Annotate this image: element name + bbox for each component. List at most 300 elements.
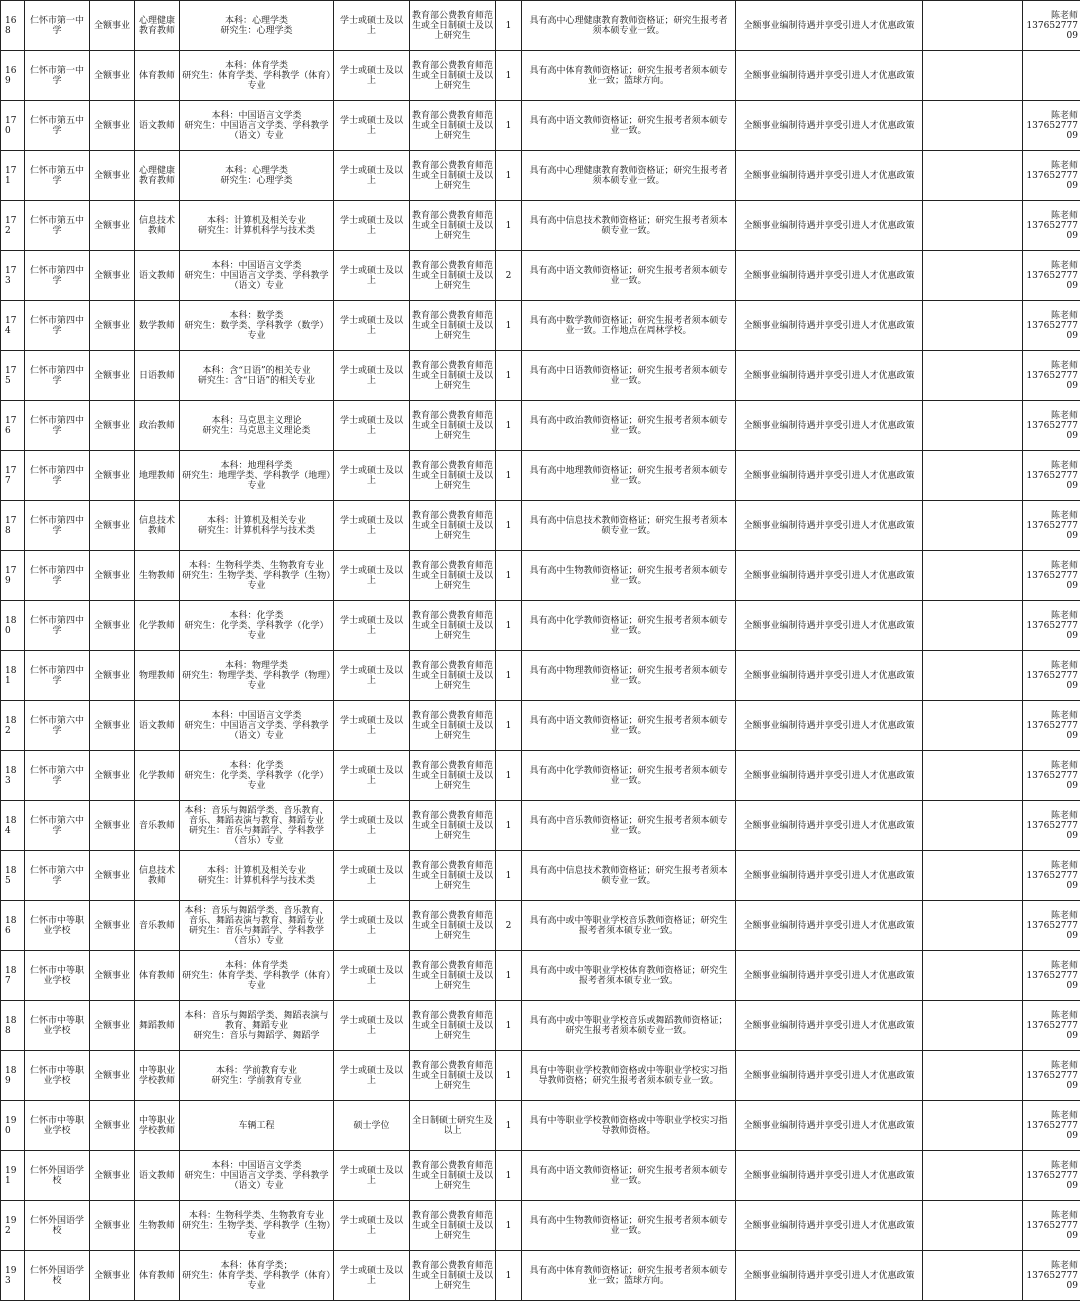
cell-degree: 学士或硕士及以上 [334,451,410,501]
cell-post: 日语教师 [135,351,180,401]
cell-contact: 陈老师 13765277709 [1023,651,1080,701]
cell-number: 172 [1,201,25,251]
cell-policy: 全额事业编制待遇并享受引进人才优惠政策 [736,1201,923,1251]
cell-nature: 全额事业 [90,1151,135,1201]
table-row [1,751,1080,801]
cell-number: 183 [1,751,25,801]
cell-count: 1 [496,951,522,1001]
cell-degree: 学士或硕士及以上 [334,51,410,101]
cell-education: 教育部公费教育师范生或全日制硕士及以上研究生 [410,1251,496,1301]
cell-note [923,1101,1023,1151]
cell-requirements: 具有高中日语教师资格证；研究生报考者须本硕专业一致。 [522,351,736,401]
cell-number: 184 [1,801,25,851]
cell-contact: 陈老师 13765277709 [1023,851,1080,901]
cell-note [923,951,1023,1001]
cell-major: 本科：含“日语”的相关专业 研究生：含“日语”的相关专业 [180,351,334,401]
cell-note [923,651,1023,701]
cell-degree: 学士或硕士及以上 [334,601,410,651]
cell-number: 178 [1,501,25,551]
cell-degree: 学士或硕士及以上 [334,1151,410,1201]
cell-education: 全日制硕士研究生及以上 [410,1101,496,1151]
cell-note [923,751,1023,801]
cell-contact: 陈老师 13765277709 [1023,551,1080,601]
cell-contact: 陈老师 13765277709 [1023,101,1080,151]
cell-education: 教育部公费教育师范生或全日制硕士及以上研究生 [410,651,496,701]
cell-contact: 陈老师 13765277709 [1023,301,1080,351]
cell-note [923,1,1023,51]
cell-number: 185 [1,851,25,901]
cell-note [923,301,1023,351]
cell-major: 本科：生物科学类、生物教育专业 研究生：生物学类、学科教学（生物）专业 [180,1201,334,1251]
cell-count: 2 [496,901,522,951]
cell-nature: 全额事业 [90,701,135,751]
cell-number: 188 [1,1001,25,1051]
cell-unit: 仁怀市第一中学 [25,51,90,101]
cell-unit: 仁怀市第六中学 [25,751,90,801]
cell-contact: 陈老师 13765277709 [1023,1201,1080,1251]
cell-post: 地理教师 [135,451,180,501]
cell-policy: 全额事业编制待遇并享受引进人才优惠政策 [736,1151,923,1201]
cell-requirements: 具有高中语文教师资格证；研究生报考者须本硕专业一致。 [522,1151,736,1201]
cell-unit: 仁怀市第五中学 [25,101,90,151]
cell-degree: 学士或硕士及以上 [334,401,410,451]
cell-unit: 仁怀市中等职业学校 [25,1051,90,1101]
cell-post: 体育教师 [135,951,180,1001]
cell-note [923,1051,1023,1101]
cell-education: 教育部公费教育师范生或全日制硕士及以上研究生 [410,851,496,901]
cell-major: 本科：音乐与舞蹈学类、舞蹈表演与教育、舞蹈专业 研究生：音乐与舞蹈学、舞蹈学 [180,1001,334,1051]
cell-major: 车辆工程 [180,1101,334,1151]
cell-note [923,801,1023,851]
cell-nature: 全额事业 [90,51,135,101]
cell-count: 1 [496,1151,522,1201]
table-row [1,851,1080,901]
cell-post: 语文教师 [135,1151,180,1201]
cell-number: 169 [1,51,25,101]
cell-contact: 陈老师 13765277709 [1023,201,1080,251]
cell-post: 心理健康教育教师 [135,1,180,51]
cell-number: 170 [1,101,25,151]
cell-unit: 仁怀市第四中学 [25,501,90,551]
cell-note [923,251,1023,301]
cell-requirements: 具有高中或中等职业学校体育教师资格证；研究生报考者须本硕专业一致。 [522,951,736,1001]
cell-note [923,701,1023,751]
cell-major: 本科：心理学类 研究生：心理学类 [180,151,334,201]
cell-nature: 全额事业 [90,451,135,501]
cell-requirements: 具有高中语文教师资格证；研究生报考者须本硕专业一致。 [522,101,736,151]
cell-post: 心理健康教育教师 [135,151,180,201]
cell-major: 本科：物理学类 研究生：物理学类、学科教学（物理）专业 [180,651,334,701]
cell-education: 教育部公费教育师范生或全日制硕士及以上研究生 [410,501,496,551]
cell-degree: 硕士学位 [334,1101,410,1151]
cell-education: 教育部公费教育师范生或全日制硕士及以上研究生 [410,1201,496,1251]
cell-major: 本科：地理科学类 研究生：地理学类、学科教学（地理）专业 [180,451,334,501]
cell-degree: 学士或硕士及以上 [334,251,410,301]
cell-policy: 全额事业编制待遇并享受引进人才优惠政策 [736,801,923,851]
cell-note [923,201,1023,251]
cell-policy: 全额事业编制待遇并享受引进人才优惠政策 [736,51,923,101]
cell-contact: 陈老师 13765277709 [1023,251,1080,301]
cell-degree: 学士或硕士及以上 [334,551,410,601]
cell-policy: 全额事业编制待遇并享受引进人才优惠政策 [736,201,923,251]
cell-unit: 仁怀市第四中学 [25,351,90,401]
cell-education: 教育部公费教育师范生或全日制硕士及以上研究生 [410,301,496,351]
cell-unit: 仁怀市中等职业学校 [25,1001,90,1051]
cell-nature: 全额事业 [90,1101,135,1151]
cell-note [923,901,1023,951]
cell-number: 176 [1,401,25,451]
cell-nature: 全额事业 [90,851,135,901]
cell-policy: 全额事业编制待遇并享受引进人才优惠政策 [736,551,923,601]
cell-count: 1 [496,1051,522,1101]
cell-policy: 全额事业编制待遇并享受引进人才优惠政策 [736,351,923,401]
cell-count: 1 [496,301,522,351]
cell-number: 171 [1,151,25,201]
cell-unit: 仁怀市第四中学 [25,451,90,501]
cell-requirements: 具有高中数学教师资格证；研究生报考者须本硕专业一致。工作地点在周林学校。 [522,301,736,351]
cell-contact: 陈老师 13765277709 [1023,401,1080,451]
table-row [1,51,1080,101]
cell-contact: 陈老师 13765277709 [1023,1101,1080,1151]
cell-policy: 全额事业编制待遇并享受引进人才优惠政策 [736,401,923,451]
cell-number: 193 [1,1251,25,1301]
cell-note [923,501,1023,551]
cell-degree: 学士或硕士及以上 [334,301,410,351]
cell-note [923,401,1023,451]
cell-post: 语文教师 [135,251,180,301]
cell-education: 教育部公费教育师范生或全日制硕士及以上研究生 [410,751,496,801]
cell-unit: 仁怀市第四中学 [25,401,90,451]
cell-nature: 全额事业 [90,751,135,801]
cell-policy: 全额事业编制待遇并享受引进人才优惠政策 [736,101,923,151]
cell-contact: 陈老师 13765277709 [1023,701,1080,751]
cell-count: 1 [496,351,522,401]
cell-education: 教育部公费教育师范生或全日制硕士及以上研究生 [410,251,496,301]
cell-nature: 全额事业 [90,1251,135,1301]
cell-major: 本科：化学类 研究生：化学类、学科教学（化学）专业 [180,751,334,801]
cell-count: 1 [496,601,522,651]
cell-count: 1 [496,1001,522,1051]
cell-number: 191 [1,1151,25,1201]
cell-degree: 学士或硕士及以上 [334,651,410,701]
cell-degree: 学士或硕士及以上 [334,151,410,201]
cell-requirements: 具有高中音乐教师资格证；研究生报考者须本硕专业一致。 [522,801,736,851]
cell-policy: 全额事业编制待遇并享受引进人才优惠政策 [736,701,923,751]
cell-post: 政治教师 [135,401,180,451]
cell-contact: 陈老师 13765277709 [1023,601,1080,651]
cell-major: 本科：中国语言文学类 研究生：中国语言文学类、学科教学（语文）专业 [180,251,334,301]
cell-contact: 陈老师 13765277709 [1023,801,1080,851]
cell-count: 1 [496,801,522,851]
cell-degree: 学士或硕士及以上 [334,851,410,901]
cell-note [923,351,1023,401]
cell-degree: 学士或硕士及以上 [334,1001,410,1051]
cell-education: 教育部公费教育师范生或全日制硕士及以上研究生 [410,451,496,501]
cell-post: 语文教师 [135,101,180,151]
table-body [1,1,1080,1301]
cell-count: 1 [496,751,522,801]
cell-contact: 陈老师 13765277709 [1023,1001,1080,1051]
cell-count: 1 [496,401,522,451]
cell-count: 1 [496,151,522,201]
cell-major: 本科：体育学类； 研究生：体育学类、学科教学（体育）专业 [180,1251,334,1301]
cell-degree: 学士或硕士及以上 [334,501,410,551]
cell-requirements: 具有高中政治教师资格证；研究生报考者须本硕专业一致。 [522,401,736,451]
cell-post: 语文教师 [135,701,180,751]
cell-education: 教育部公费教育师范生或全日制硕士及以上研究生 [410,801,496,851]
cell-major: 本科：马克思主义理论 研究生：马克思主义理论类 [180,401,334,451]
cell-policy: 全额事业编制待遇并享受引进人才优惠政策 [736,301,923,351]
cell-policy: 全额事业编制待遇并享受引进人才优惠政策 [736,1051,923,1101]
cell-note [923,151,1023,201]
cell-education: 教育部公费教育师范生或全日制硕士及以上研究生 [410,601,496,651]
table-row [1,1051,1080,1101]
cell-degree: 学士或硕士及以上 [334,101,410,151]
cell-unit: 仁怀市中等职业学校 [25,1101,90,1151]
cell-education: 教育部公费教育师范生或全日制硕士及以上研究生 [410,1,496,51]
cell-unit: 仁怀市中等职业学校 [25,951,90,1001]
cell-degree: 学士或硕士及以上 [334,1,410,51]
cell-requirements: 具有高中或中等职业学校音乐或舞蹈教师资格证；研究生报考者须本硕专业一致。 [522,1001,736,1051]
cell-unit: 仁怀市第四中学 [25,251,90,301]
cell-degree: 学士或硕士及以上 [334,901,410,951]
cell-degree: 学士或硕士及以上 [334,201,410,251]
cell-note [923,551,1023,601]
cell-post: 信息技术教师 [135,851,180,901]
cell-unit: 仁怀市第五中学 [25,151,90,201]
cell-unit: 仁怀市第四中学 [25,601,90,651]
cell-unit: 仁怀市第四中学 [25,301,90,351]
cell-nature: 全额事业 [90,151,135,201]
cell-number: 168 [1,1,25,51]
cell-major: 本科：中国语言文学类 研究生：中国语言文学类、学科教学（语文）专业 [180,701,334,751]
cell-number: 174 [1,301,25,351]
cell-policy: 全额事业编制待遇并享受引进人才优惠政策 [736,1001,923,1051]
cell-note [923,601,1023,651]
cell-unit: 仁怀市第一中学 [25,1,90,51]
cell-education: 教育部公费教育师范生或全日制硕士及以上研究生 [410,551,496,601]
cell-contact: 陈老师 13765277709 [1023,1251,1080,1301]
cell-count: 1 [496,1201,522,1251]
cell-education: 教育部公费教育师范生或全日制硕士及以上研究生 [410,351,496,401]
cell-requirements: 具有高中语文教师资格证；研究生报考者须本硕专业一致。 [522,251,736,301]
cell-major: 本科：音乐与舞蹈学类、音乐教育、音乐、舞蹈表演与教育、舞蹈专业 研究生：音乐与舞蹈学、学科教学（音乐）专业 [180,901,334,951]
table-row [1,1251,1080,1301]
cell-major: 本科：心理学类 研究生：心理学类 [180,1,334,51]
cell-nature: 全额事业 [90,401,135,451]
cell-number: 186 [1,901,25,951]
cell-degree: 学士或硕士及以上 [334,801,410,851]
cell-policy: 全额事业编制待遇并享受引进人才优惠政策 [736,501,923,551]
cell-nature: 全额事业 [90,1001,135,1051]
table-row [1,1151,1080,1201]
cell-post: 中等职业学校教师 [135,1101,180,1151]
cell-education: 教育部公费教育师范生或全日制硕士及以上研究生 [410,1001,496,1051]
cell-requirements: 具有高中心理健康教育教师资格证；研究生报考者须本硕专业一致。 [522,1,736,51]
cell-nature: 全额事业 [90,301,135,351]
cell-requirements: 具有高中或中等职业学校音乐教师资格证；研究生报考者须本硕专业一致。 [522,901,736,951]
cell-policy: 全额事业编制待遇并享受引进人才优惠政策 [736,651,923,701]
cell-count: 1 [496,1251,522,1301]
cell-count: 1 [496,501,522,551]
cell-post: 音乐教师 [135,801,180,851]
cell-unit: 仁怀外国语学校 [25,1201,90,1251]
cell-nature: 全额事业 [90,1,135,51]
cell-requirements: 具有高中心理健康教育教师资格证；研究生报考者须本硕专业一致。 [522,151,736,201]
cell-count: 1 [496,851,522,901]
cell-number: 190 [1,1101,25,1151]
cell-education: 教育部公费教育师范生或全日制硕士及以上研究生 [410,1051,496,1101]
cell-policy: 全额事业编制待遇并享受引进人才优惠政策 [736,151,923,201]
cell-major: 本科：中国语言文学类 研究生：中国语言文学类、学科教学（语文）专业 [180,101,334,151]
cell-education: 教育部公费教育师范生或全日制硕士及以上研究生 [410,701,496,751]
table-row [1,251,1080,301]
cell-count: 1 [496,51,522,101]
cell-nature: 全额事业 [90,951,135,1001]
cell-contact: 陈老师 13765277709 [1023,901,1080,951]
cell-policy: 全额事业编制待遇并享受引进人才优惠政策 [736,901,923,951]
cell-post: 信息技术教师 [135,201,180,251]
cell-requirements: 具有高中地理教师资格证；研究生报考者须本硕专业一致。 [522,451,736,501]
cell-education: 教育部公费教育师范生或全日制硕士及以上研究生 [410,901,496,951]
cell-note [923,451,1023,501]
cell-number: 177 [1,451,25,501]
cell-count: 1 [496,101,522,151]
cell-policy: 全额事业编制待遇并享受引进人才优惠政策 [736,1101,923,1151]
cell-post: 化学教师 [135,751,180,801]
table-row [1,501,1080,551]
cell-requirements: 具有高中信息技术教师资格证；研究生报考者须本硕专业一致。 [522,851,736,901]
cell-note [923,51,1023,101]
cell-note [923,1251,1023,1301]
cell-requirements: 具有中等职业学校教师资格或中等职业学校实习指导教师资格。 [522,1101,736,1151]
table-row [1,201,1080,251]
cell-unit: 仁怀外国语学校 [25,1151,90,1201]
cell-major: 本科：中国语言文学类 研究生：中国语言文学类、学科教学（语文）专业 [180,1151,334,1201]
cell-note [923,1151,1023,1201]
cell-requirements: 具有高中信息技术教师资格证；研究生报考者须本硕专业一致。 [522,201,736,251]
cell-contact: 陈老师 13765277709 [1023,951,1080,1001]
cell-policy: 全额事业编制待遇并享受引进人才优惠政策 [736,951,923,1001]
cell-major: 本科：体育学类 研究生：体育学类、学科教学（体育）专业 [180,51,334,101]
table-row [1,401,1080,451]
cell-count: 1 [496,651,522,701]
cell-requirements: 具有中等职业学校教师资格或中等职业学校实习指导教师资格；研究生报考者须本硕专业一致。 [522,1051,736,1101]
cell-number: 187 [1,951,25,1001]
cell-degree: 学士或硕士及以上 [334,1201,410,1251]
cell-nature: 全额事业 [90,1201,135,1251]
cell-contact: 陈老师 13765277709 [1023,1,1080,51]
cell-education: 教育部公费教育师范生或全日制硕士及以上研究生 [410,101,496,151]
table-row [1,101,1080,151]
cell-number: 173 [1,251,25,301]
cell-count: 1 [496,551,522,601]
cell-contact: 陈老师 13765277709 [1023,151,1080,201]
cell-number: 179 [1,551,25,601]
cell-policy: 全额事业编制待遇并享受引进人才优惠政策 [736,251,923,301]
table-row [1,1,1080,51]
cell-count: 2 [496,251,522,301]
cell-degree: 学士或硕士及以上 [334,951,410,1001]
cell-nature: 全额事业 [90,351,135,401]
cell-requirements: 具有高中化学教师资格证；研究生报考者须本硕专业一致。 [522,751,736,801]
cell-contact: 陈老师 13765277709 [1023,751,1080,801]
cell-unit: 仁怀市第六中学 [25,701,90,751]
cell-post: 物理教师 [135,651,180,701]
cell-count: 1 [496,1,522,51]
cell-policy: 全额事业编制待遇并享受引进人才优惠政策 [736,751,923,801]
table-row [1,651,1080,701]
table-row [1,701,1080,751]
table-row [1,151,1080,201]
cell-requirements: 具有高中体育教师资格证；研究生报考者须本硕专业一致；篮球方向。 [522,1251,736,1301]
cell-requirements: 具有高中语文教师资格证；研究生报考者须本硕专业一致。 [522,701,736,751]
cell-post: 中等职业学校教师 [135,1051,180,1101]
cell-nature: 全额事业 [90,101,135,151]
cell-nature: 全额事业 [90,651,135,701]
table-row [1,1201,1080,1251]
cell-unit: 仁怀市第五中学 [25,201,90,251]
cell-note [923,1201,1023,1251]
table-row [1,551,1080,601]
cell-requirements: 具有高中信息技术教师资格证；研究生报考者须本硕专业一致。 [522,501,736,551]
cell-count: 1 [496,451,522,501]
cell-number: 189 [1,1051,25,1101]
cell-contact [1023,51,1080,101]
cell-post: 信息技术教师 [135,501,180,551]
cell-nature: 全额事业 [90,601,135,651]
cell-nature: 全额事业 [90,551,135,601]
cell-unit: 仁怀市第六中学 [25,801,90,851]
cell-unit: 仁怀市中等职业学校 [25,901,90,951]
cell-policy: 全额事业编制待遇并享受引进人才优惠政策 [736,451,923,501]
cell-contact: 陈老师 13765277709 [1023,451,1080,501]
table-row [1,301,1080,351]
cell-post: 生物教师 [135,551,180,601]
cell-major: 本科：计算机及相关专业 研究生：计算机科学与技术类 [180,201,334,251]
cell-major: 本科：体育学类 研究生：体育学类、学科教学（体育）专业 [180,951,334,1001]
table-row [1,801,1080,851]
cell-count: 1 [496,701,522,751]
cell-major: 本科：计算机及相关专业 研究生：计算机科学与技术类 [180,501,334,551]
cell-nature: 全额事业 [90,251,135,301]
cell-post: 体育教师 [135,51,180,101]
cell-count: 1 [496,201,522,251]
cell-number: 180 [1,601,25,651]
cell-note [923,101,1023,151]
cell-nature: 全额事业 [90,1051,135,1101]
cell-count: 1 [496,1101,522,1151]
cell-number: 181 [1,651,25,701]
cell-post: 音乐教师 [135,901,180,951]
cell-degree: 学士或硕士及以上 [334,351,410,401]
cell-education: 教育部公费教育师范生或全日制硕士及以上研究生 [410,1151,496,1201]
cell-post: 数学教师 [135,301,180,351]
cell-policy: 全额事业编制待遇并享受引进人才优惠政策 [736,1251,923,1301]
cell-unit: 仁怀市第四中学 [25,551,90,601]
cell-major: 本科：计算机及相关专业 研究生：计算机科学与技术类 [180,851,334,901]
cell-post: 体育教师 [135,1251,180,1301]
cell-major: 本科：学前教育专业 研究生：学前教育专业 [180,1051,334,1101]
cell-major: 本科：音乐与舞蹈学类、音乐教育、音乐、舞蹈表演与教育、舞蹈专业 研究生：音乐与舞蹈学、学科教学（音乐）专业 [180,801,334,851]
cell-major: 本科：数学类 研究生：数学类、学科教学（数学）专业 [180,301,334,351]
cell-unit: 仁怀市第六中学 [25,851,90,901]
cell-nature: 全额事业 [90,801,135,851]
table-row [1,901,1080,951]
cell-requirements: 具有高中生物教师资格证；研究生报考者须本硕专业一致。 [522,1201,736,1251]
cell-degree: 学士或硕士及以上 [334,701,410,751]
cell-post: 生物教师 [135,1201,180,1251]
